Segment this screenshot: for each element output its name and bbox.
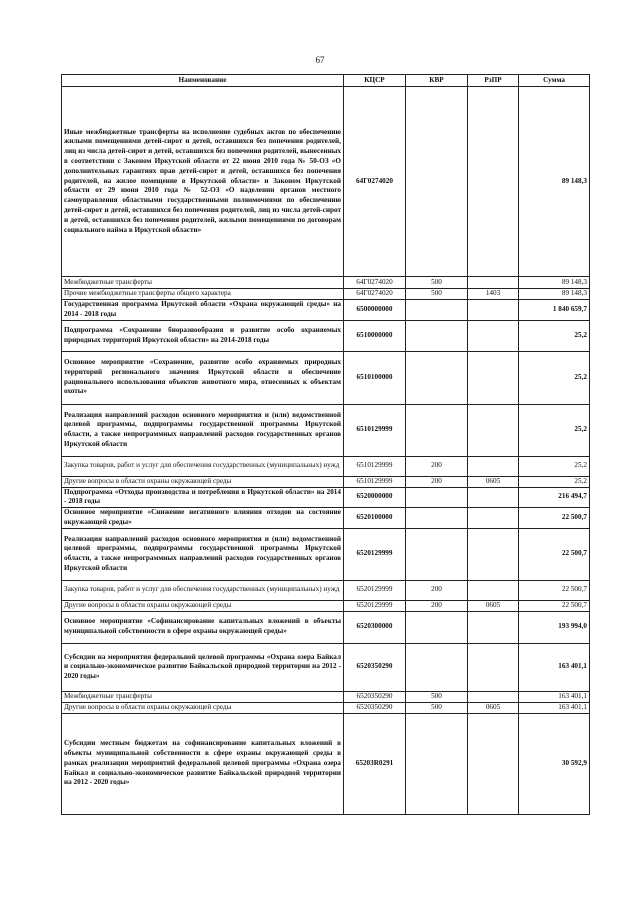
row-kcsr: 64Г0274020 bbox=[344, 87, 406, 277]
row-rzpr: 0605 bbox=[468, 702, 519, 713]
row-rzpr bbox=[468, 277, 519, 289]
row-kvr: 200 bbox=[406, 580, 468, 600]
row-rzpr bbox=[468, 580, 519, 600]
row-rzpr bbox=[468, 87, 519, 277]
row-name: Межбюджетные трансферты bbox=[62, 691, 344, 702]
row-name: Закупка товаров, работ и услуг для обеспечения государственных (муниципальных) нужд bbox=[62, 580, 344, 600]
row-kvr bbox=[406, 611, 468, 643]
row-name: Реализация направлений расходов основного мероприятия и (или) ведомственной целевой программы, подпрограммы государственной программы Иркутской области, а также непрограммных направлений расходов государственных органов Иркутской области bbox=[62, 404, 344, 456]
row-rzpr: 1403 bbox=[468, 289, 519, 300]
table-body bbox=[62, 87, 590, 815]
page-number: 67 bbox=[315, 55, 325, 65]
row-kvr bbox=[406, 320, 468, 351]
row-kcsr: 6520129999 bbox=[344, 528, 406, 580]
row-sum: 22 500,7 bbox=[519, 528, 590, 580]
row-kcsr: 64Г0274020 bbox=[344, 277, 406, 289]
header-name: Наименование bbox=[62, 75, 344, 87]
row-name: Субсидии на мероприятия федеральной целевой программы «Охрана озера Байкал и социально-экономическое развитие Байкальской природной территории на 2012 - 2020 годы» bbox=[62, 643, 344, 691]
row-kcsr: 6520300000 bbox=[344, 611, 406, 643]
table-row bbox=[62, 404, 590, 456]
table-row bbox=[62, 508, 590, 529]
table-row bbox=[62, 643, 590, 691]
row-kcsr: 6510000000 bbox=[344, 320, 406, 351]
table-row bbox=[62, 528, 590, 580]
row-kvr bbox=[406, 487, 468, 508]
table-row bbox=[62, 277, 590, 289]
row-kcsr: 6520350290 bbox=[344, 702, 406, 713]
row-sum: 163 401,1 bbox=[519, 702, 590, 713]
row-kcsr: 6520100000 bbox=[344, 508, 406, 529]
row-rzpr bbox=[468, 404, 519, 456]
row-kvr: 200 bbox=[406, 456, 468, 476]
row-kvr bbox=[406, 87, 468, 277]
row-rzpr bbox=[468, 351, 519, 404]
row-kcsr: 65203R0291 bbox=[344, 713, 406, 814]
table-row bbox=[62, 713, 590, 814]
row-kvr: 500 bbox=[406, 702, 468, 713]
row-kvr bbox=[406, 404, 468, 456]
table-row bbox=[62, 351, 590, 404]
row-rzpr bbox=[468, 528, 519, 580]
table-row bbox=[62, 600, 590, 611]
row-kvr bbox=[406, 643, 468, 691]
row-rzpr bbox=[468, 508, 519, 529]
row-name: Основное мероприятие «Снижение негативного влияния отходов на состояние окружающей среды» bbox=[62, 508, 344, 529]
row-sum: 89 148,3 bbox=[519, 277, 590, 289]
row-name: Другие вопросы в области охраны окружающей среды bbox=[62, 600, 344, 611]
table-row bbox=[62, 320, 590, 351]
row-kvr bbox=[406, 508, 468, 529]
row-rzpr bbox=[468, 643, 519, 691]
row-name: Реализация направлений расходов основного мероприятия и (или) ведомственной целевой программы, подпрограммы государственной программы Иркутской области, а также непрограммных направлений расходов государственных органов Иркутской области bbox=[62, 528, 344, 580]
row-rzpr bbox=[468, 456, 519, 476]
row-name: Подпрограмма «Сохранение биоразнообразия и развитие особо охраняемых природных территорий Иркутской области» на 2014-2018 годы bbox=[62, 320, 344, 351]
row-sum: 25,2 bbox=[519, 351, 590, 404]
row-name: Другие вопросы в области охраны окружающей среды bbox=[62, 476, 344, 487]
row-sum: 30 592,9 bbox=[519, 713, 590, 814]
row-sum: 22 500,7 bbox=[519, 508, 590, 529]
table-row bbox=[62, 87, 590, 277]
row-kcsr: 6510129999 bbox=[344, 456, 406, 476]
row-rzpr: 0605 bbox=[468, 476, 519, 487]
row-name: Основное мероприятие «Сохранение, развитие особо охраняемых природных территорий регионального значения Иркутской области и обеспечение рационального использования объектов животного мира, отнесенных к объектам охоты» bbox=[62, 351, 344, 404]
row-kcsr: 6520350290 bbox=[344, 691, 406, 702]
row-kcsr: 6510129999 bbox=[344, 476, 406, 487]
row-kcsr: 6510100000 bbox=[344, 351, 406, 404]
row-kvr bbox=[406, 300, 468, 321]
row-rzpr bbox=[468, 691, 519, 702]
table-row bbox=[62, 611, 590, 643]
row-sum: 22 500,7 bbox=[519, 580, 590, 600]
row-name: Иные межбюджетные трансферты на исполнение судебных актов по обеспечению жилыми помещениями детей-сирот и детей, оставшихся без попечения родителей, лиц из числа детей-сирот и детей, оставшихся без попечения родителей, вынесенных в соответствии с Законом Иркутской области от 22 июня 2010 года № 50-ОЗ «О дополнительных гарантиях прав детей-сирот и детей, оставшихся без попечения родителей, на жилое помещение в Иркутской области» и Законом Иркутской области от 29 июня 2010 года № 52-ОЗ «О наделении органов местного самоуправления областными государственными полномочиями по обеспечению детей-сирот и детей, оставшихся без попечения родителей, лиц из числа детей-сирот и детей, оставшихся без попечения родителей, жилыми помещениями по договорам социального найма в Иркутской области» bbox=[62, 87, 344, 277]
row-kvr bbox=[406, 713, 468, 814]
row-sum: 22 500,7 bbox=[519, 600, 590, 611]
table-row bbox=[62, 580, 590, 600]
row-sum: 163 401,1 bbox=[519, 643, 590, 691]
header-rzpr: РзПР bbox=[468, 75, 519, 87]
table-row bbox=[62, 456, 590, 476]
row-name: Государственная программа Иркутской области «Охрана окружающей среды» на 2014 - 2018 годы bbox=[62, 300, 344, 321]
row-kvr: 500 bbox=[406, 691, 468, 702]
row-name: Межбюджетные трансферты bbox=[62, 277, 344, 289]
row-kcsr: 64Г0274020 bbox=[344, 289, 406, 300]
row-name: Прочие межбюджетные трансферты общего характера bbox=[62, 289, 344, 300]
row-name: Субсидии местным бюджетам на софинансирование капитальных вложений в объекты муниципальной собственности в сфере охраны окружающей среды в рамках реализации мероприятий федеральной целевой программы «Охрана озера Байкал и социально-экономическое развитие Байкальской природной территории на 2012 - 2020 годы» bbox=[62, 713, 344, 814]
budget-table bbox=[61, 74, 590, 815]
row-sum: 216 494,7 bbox=[519, 487, 590, 508]
table-row bbox=[62, 300, 590, 321]
row-rzpr bbox=[468, 320, 519, 351]
table-row bbox=[62, 702, 590, 713]
row-kcsr: 6500000000 bbox=[344, 300, 406, 321]
table-row bbox=[62, 691, 590, 702]
row-kcsr: 6510129999 bbox=[344, 404, 406, 456]
row-kcsr: 6520129999 bbox=[344, 580, 406, 600]
row-rzpr bbox=[468, 487, 519, 508]
row-name: Подпрограмма «Отходы производства и потребления в Иркутской области» на 2014 - 2018 годы bbox=[62, 487, 344, 508]
row-rzpr bbox=[468, 611, 519, 643]
row-rzpr bbox=[468, 713, 519, 814]
header-kcsr: КЦСР bbox=[344, 75, 406, 87]
row-kvr: 200 bbox=[406, 600, 468, 611]
row-sum: 89 148,3 bbox=[519, 87, 590, 277]
row-name: Основное мероприятие «Софинансирование капитальных вложений в объекты муниципальной собственности в сфере охраны окружающей среды» bbox=[62, 611, 344, 643]
table-header-row bbox=[62, 75, 590, 87]
row-sum: 25,2 bbox=[519, 476, 590, 487]
row-rzpr: 0605 bbox=[468, 600, 519, 611]
row-kvr: 500 bbox=[406, 277, 468, 289]
row-kvr bbox=[406, 351, 468, 404]
row-kcsr: 6520129999 bbox=[344, 600, 406, 611]
row-sum: 193 994,0 bbox=[519, 611, 590, 643]
row-sum: 25,2 bbox=[519, 320, 590, 351]
table-row bbox=[62, 487, 590, 508]
row-kcsr: 6520350290 bbox=[344, 643, 406, 691]
row-kvr: 200 bbox=[406, 476, 468, 487]
row-sum: 1 840 659,7 bbox=[519, 300, 590, 321]
row-sum: 163 401,1 bbox=[519, 691, 590, 702]
row-name: Закупка товаров, работ и услуг для обеспечения государственных (муниципальных) нужд bbox=[62, 456, 344, 476]
header-sum: Сумма bbox=[519, 75, 590, 87]
table-row bbox=[62, 289, 590, 300]
row-sum: 25,2 bbox=[519, 404, 590, 456]
table-row bbox=[62, 476, 590, 487]
row-sum: 89 148,3 bbox=[519, 289, 590, 300]
row-name: Другие вопросы в области охраны окружающей среды bbox=[62, 702, 344, 713]
row-kvr: 500 bbox=[406, 289, 468, 300]
row-rzpr bbox=[468, 300, 519, 321]
row-sum: 25,2 bbox=[519, 456, 590, 476]
row-kvr bbox=[406, 528, 468, 580]
header-kvr: КВР bbox=[406, 75, 468, 87]
row-kcsr: 6520000000 bbox=[344, 487, 406, 508]
